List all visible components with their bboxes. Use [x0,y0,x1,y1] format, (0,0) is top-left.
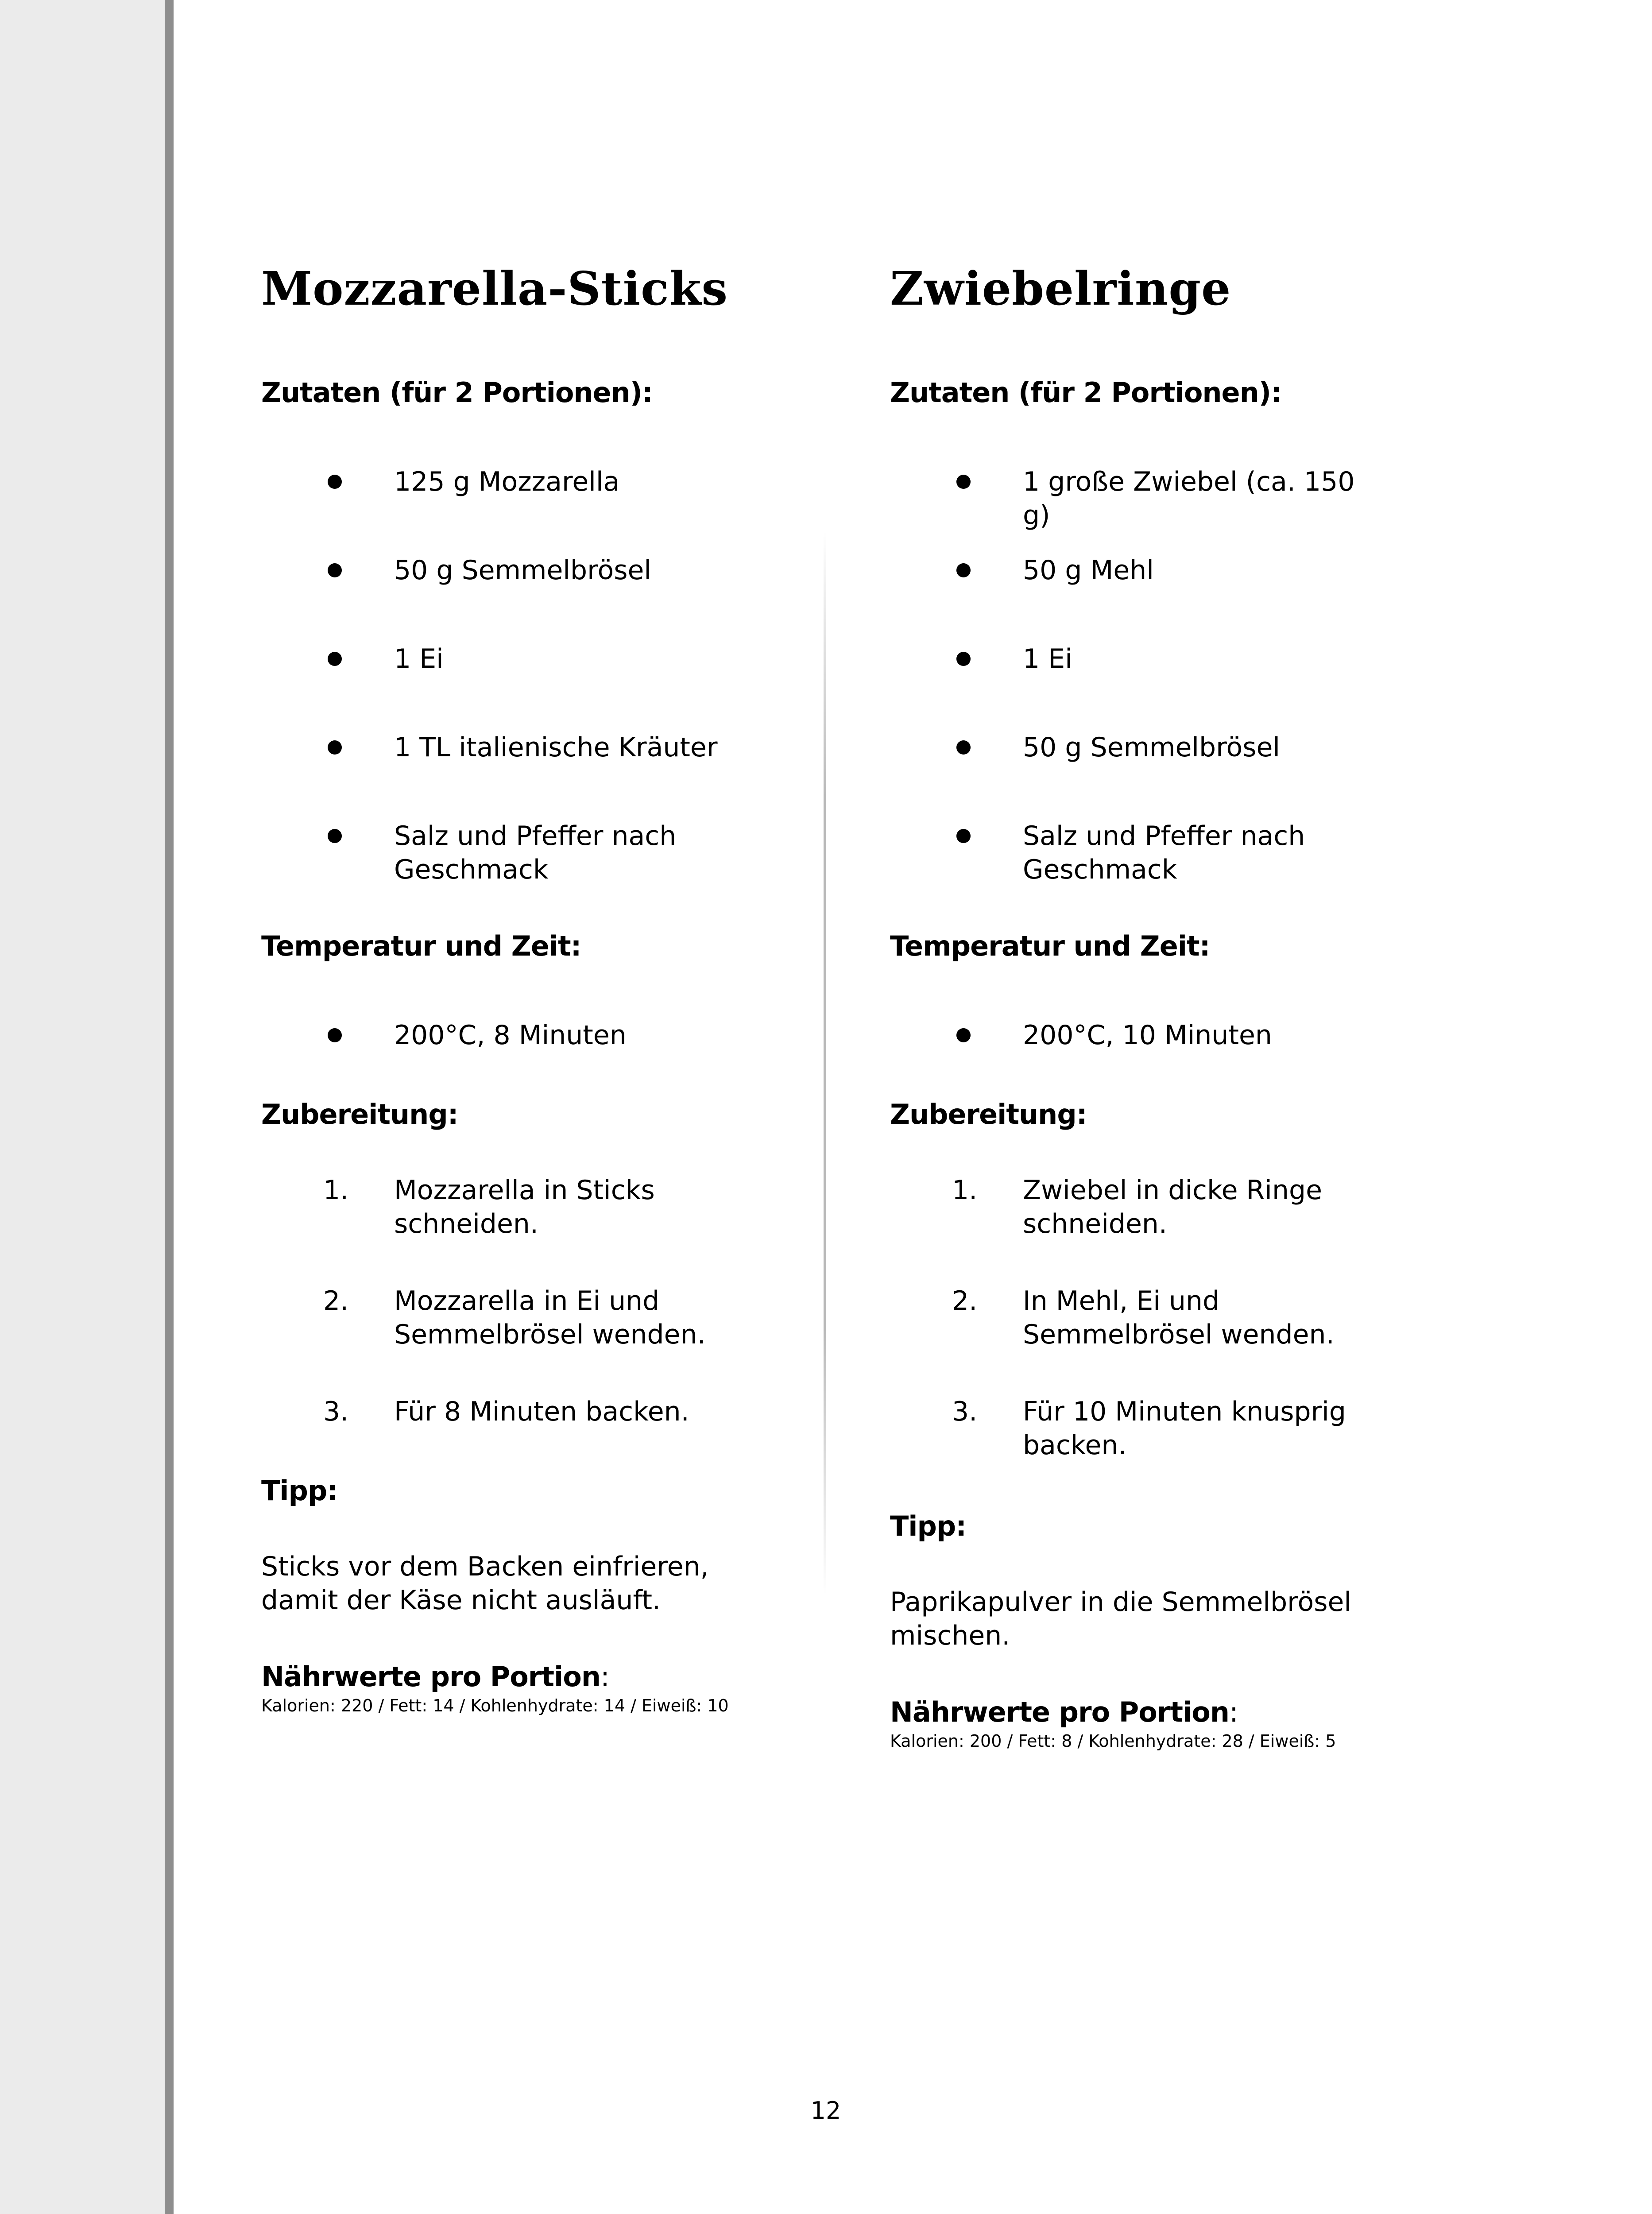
nutrition-heading-label: Nährwerte pro Portion [261,1660,600,1693]
ingredient-text: 1 TL italienische Kräuter [394,732,718,763]
temperature-text: 200°C, 8 Minuten [394,1020,627,1051]
nutrition-heading [890,1696,1238,1728]
step-number: 1. [323,1175,349,1206]
bullet-icon [956,740,971,755]
ingredient-text: 1 Ei [1023,643,1072,674]
nutrition-values: Kalorien: 220 / Fett: 14 / Kohlenhydrate: 14 / Eiweiß: 10 [261,1696,729,1715]
recipe-title: Zwiebelringe [890,261,1231,316]
step-number: 1. [952,1175,978,1206]
temperature-text: 200°C, 10 Minuten [1023,1020,1272,1051]
ingredient-text: 1 große Zwiebel (ca. 150 g) [1023,466,1355,531]
preparation-heading: Zubereitung: [261,1098,458,1130]
page-number: 12 [810,2097,841,2125]
bullet-icon [328,829,342,843]
ingredient-text: Salz und Pfeffer nach Geschmack [394,821,677,885]
tip-text: Paprikapulver in die Semmelbrösel mischen. [890,1587,1352,1651]
bullet-icon [328,475,342,489]
bullet-icon [328,563,342,577]
step-text: Zwiebel in dicke Ringe schneiden. [1023,1175,1322,1239]
ingredient-text: 50 g Semmelbrösel [1023,732,1281,763]
margin-rule [165,0,174,2214]
step-text: Mozzarella in Ei und Semmelbrösel wenden. [394,1285,706,1350]
preparation-heading: Zubereitung: [890,1098,1087,1130]
bullet-icon [956,829,971,843]
tip-text: Sticks vor dem Backen einfrieren, damit der Käse nicht ausläuft. [261,1551,709,1616]
bullet-icon [956,1028,971,1042]
bullet-icon [328,652,342,666]
column-divider [824,531,826,1594]
tip-heading: Tipp: [261,1475,338,1507]
bullet-icon [956,652,971,666]
nutrition-values: Kalorien: 200 / Fett: 8 / Kohlenhydrate: 28 / Eiweiß: 5 [890,1731,1336,1751]
temperature-heading: Temperatur und Zeit: [890,930,1210,962]
ingredients-heading: Zutaten (für 2 Portionen): [890,376,1281,409]
bullet-icon [956,475,971,489]
ingredient-text: 50 g Semmelbrösel [394,555,652,586]
ingredient-text: 1 Ei [394,643,444,674]
nutrition-heading-label: Nährwerte pro Portion [890,1696,1229,1728]
step-text: Für 10 Minuten knusprig backen. [1023,1396,1346,1461]
step-text: Für 8 Minuten backen. [394,1396,689,1427]
ingredient-text: 125 g Mozzarella [394,466,620,497]
bullet-icon [956,563,971,577]
recipe-title: Mozzarella-Sticks [261,261,728,316]
temperature-heading: Temperatur und Zeit: [261,930,581,962]
ingredient-text: 50 g Mehl [1023,555,1154,586]
ingredients-heading: Zutaten (für 2 Portionen): [261,376,653,409]
bullet-icon [328,1028,342,1042]
nutrition-heading-colon: : [600,1660,609,1693]
step-number: 2. [323,1285,349,1316]
bullet-icon [328,740,342,755]
ingredient-text: Salz und Pfeffer nach Geschmack [1023,821,1305,885]
tip-heading: Tipp: [890,1510,967,1542]
nutrition-heading-colon: : [1229,1696,1238,1728]
step-text: In Mehl, Ei und Semmelbrösel wenden. [1023,1285,1335,1350]
step-number: 3. [952,1396,978,1427]
step-number: 2. [952,1285,978,1316]
nutrition-heading [261,1660,609,1693]
step-text: Mozzarella in Sticks schneiden. [394,1175,655,1239]
page-left-margin [0,0,165,2214]
step-number: 3. [323,1396,349,1427]
